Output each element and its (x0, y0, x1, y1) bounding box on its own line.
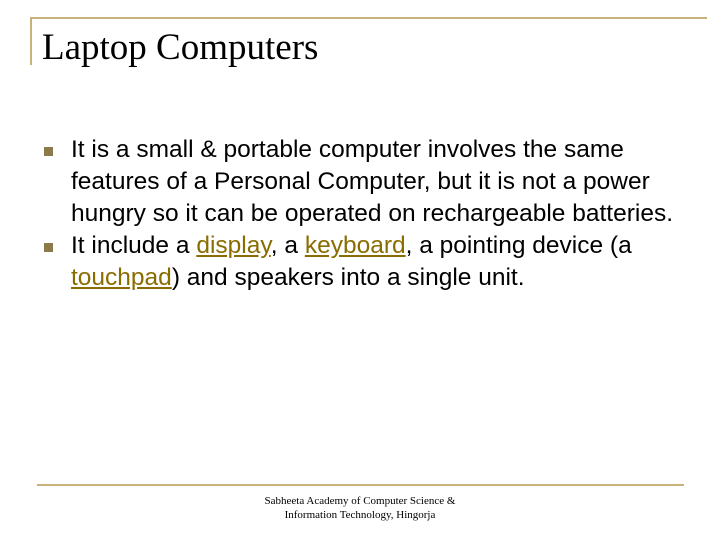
footer-line-2: Information Technology, Hingorja (284, 509, 436, 521)
display-link[interactable]: display (196, 232, 271, 259)
keyboard-link[interactable]: keyboard (304, 232, 406, 259)
bullet-list (44, 134, 684, 294)
footer-line-1: Sabheeta Academy of Computer Science & (264, 495, 456, 507)
bullet-item-description (44, 134, 684, 230)
square-bullet-icon (44, 147, 53, 156)
bullet-text-part: ) and speakers into a single unit. (171, 264, 525, 291)
slide-title: Laptop Computers (42, 27, 319, 68)
square-bullet-icon (44, 243, 53, 252)
bullet-item-components (44, 230, 684, 294)
bullet-text: It is a small & portable computer involves the same features of a Personal Computer, but it is not a power hungry so it can be operated on rechargeable batteries. (71, 136, 674, 227)
title-frame-left-border (30, 17, 32, 65)
bullet-text-part: , a pointing device (a (405, 232, 632, 259)
title-frame-top-border (30, 17, 707, 19)
touchpad-link[interactable]: touchpad (71, 264, 172, 291)
footer (200, 494, 520, 522)
bullet-text-part: , a (270, 232, 305, 259)
bullet-text-part: It include a (71, 232, 197, 259)
footer-divider (37, 484, 684, 486)
